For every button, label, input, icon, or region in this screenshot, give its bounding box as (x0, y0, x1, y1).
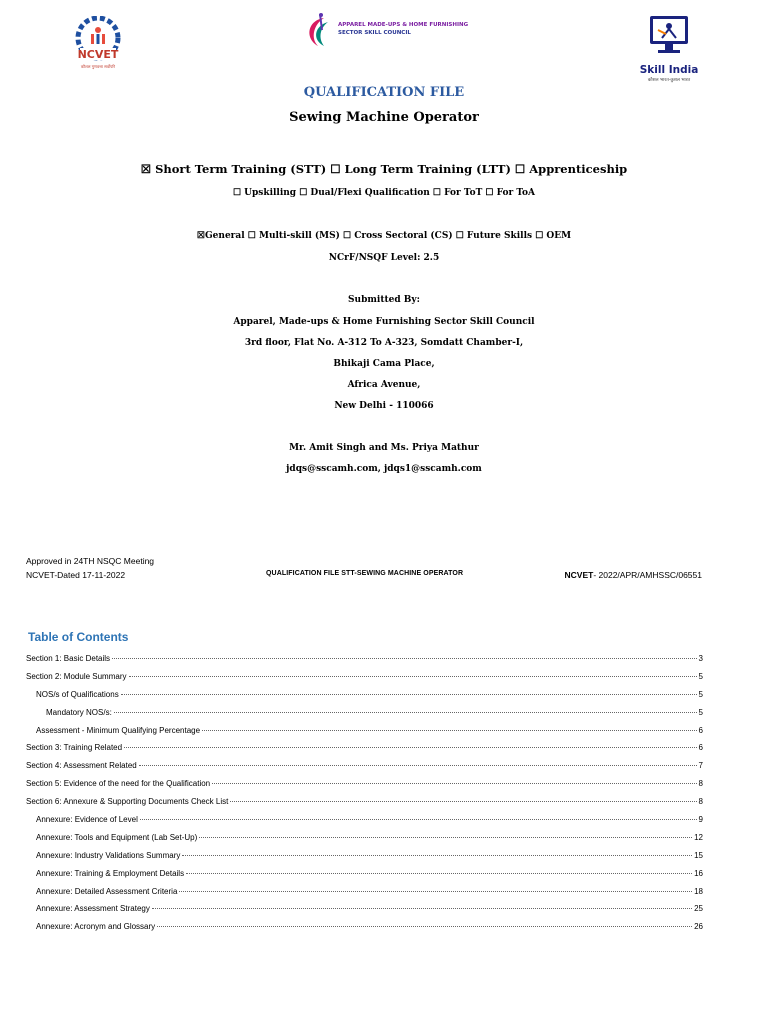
address-line-4: New Delhi - 110066 (334, 401, 434, 411)
toc-leader-dots (112, 658, 697, 659)
toc-entry-page[interactable]: 3 (698, 654, 703, 663)
toc-entry[interactable] (26, 797, 703, 815)
toc-leader-dots (121, 694, 697, 695)
qualification-name: Sewing Machine Operator (289, 110, 479, 125)
submitted-by-label: Submitted By: (348, 295, 420, 305)
toc-leader-dots (157, 926, 692, 927)
toc-leader-dots (202, 730, 696, 731)
toc-entry[interactable] (26, 743, 703, 761)
toc-entry[interactable] (26, 761, 703, 779)
address-line-2: Bhikaji Cama Place, (333, 359, 435, 369)
toc-entry-page[interactable]: 7 (698, 761, 703, 771)
amh-ssc-logo (302, 12, 469, 54)
footer-dated: NCVET-Dated 17-11-2022 (26, 570, 126, 580)
toc-leader-dots (139, 765, 697, 766)
ncvet-tagline: कौशल गुणवत्ता सर्वोपरि (80, 64, 116, 69)
toc-entry[interactable] (26, 654, 703, 672)
toc-entry-label[interactable]: Annexure: Acronym and Glossary (36, 922, 156, 932)
toc-entry-label[interactable]: Section 1: Basic Details (26, 654, 111, 663)
toc-leader-dots (114, 712, 697, 713)
toc-entry-label[interactable]: Section 5: Evidence of the need for the Qualification (26, 779, 211, 789)
toc-entry-page[interactable]: 25 (694, 904, 703, 914)
toc-leader-dots (124, 747, 696, 748)
amh-logo-line1: APPAREL MADE-UPS & HOME FURNISHING (338, 22, 469, 28)
toc-entry[interactable] (26, 726, 703, 744)
category-checkboxes: ☒General ☐ Multi-skill (MS) ☐ Cross Sectoral (CS) ☐ Future Skills ☐ OEM (196, 231, 572, 241)
ncvet-logo-text: NCVET (77, 48, 119, 61)
training-type-checkboxes: ☒ Short Term Training (STT) ☐ Long Term Training (LTT) ☐ Apprenticeship (140, 162, 628, 176)
toc-entry-label[interactable]: Assessment - Minimum Qualifying Percentage (36, 725, 201, 735)
table-of-contents (26, 654, 703, 940)
toc-leader-dots (212, 783, 696, 784)
skill-india-logo (638, 14, 700, 86)
toc-entry-label[interactable]: Annexure: Industry Validations Summary (36, 850, 181, 860)
toc-entry-page[interactable]: 5 (698, 671, 703, 681)
toc-entry[interactable] (26, 779, 703, 797)
toc-entry-label[interactable]: Section 3: Training Related (26, 743, 123, 753)
toc-entry-page[interactable]: 18 (694, 886, 703, 896)
footer-code-rest: - 2022/APR/AMHSSC/06551 (593, 570, 702, 580)
toc-leader-dots (186, 873, 692, 874)
toc-entry[interactable] (26, 672, 703, 690)
toc-entry[interactable] (26, 922, 703, 940)
contact-emails[interactable]: jdqs@sscamh.com, jdqs1@sscamh.com (286, 464, 482, 474)
ncvet-logo (70, 16, 126, 72)
toc-heading: Table of Contents (28, 630, 129, 644)
footer-code-prefix: NCVET (564, 570, 594, 580)
toc-entry-label[interactable]: Section 6: Annexure & Supporting Documents Check List (26, 797, 229, 807)
footer-code (565, 570, 702, 580)
document-footer (26, 556, 702, 586)
toc-entry[interactable] (26, 690, 703, 708)
toc-entry-page[interactable]: 15 (694, 850, 703, 860)
toc-leader-dots (152, 908, 692, 909)
toc-entry-page[interactable]: 16 (694, 868, 703, 878)
toc-entry[interactable] (26, 887, 703, 905)
toc-entry-page[interactable]: 12 (694, 832, 703, 842)
toc-entry-page[interactable]: 6 (698, 725, 703, 735)
toc-entry-page[interactable]: 6 (698, 743, 703, 753)
toc-entry-page[interactable]: 5 (698, 689, 703, 699)
address-line-3: Africa Avenue, (347, 380, 421, 390)
footer-doc-title: QUALIFICATION FILE STT-SEWING MACHINE OPERATOR (266, 570, 464, 577)
toc-leader-dots (230, 801, 696, 802)
qualification-file-title: QUALIFICATION FILE (303, 85, 465, 100)
toc-leader-dots (140, 819, 697, 820)
amh-logo-line2: SECTOR SKILL COUNCIL (338, 30, 411, 36)
toc-entry-label[interactable]: Annexure: Training & Employment Details (36, 868, 185, 878)
submitting-organisation: Apparel, Made-ups & Home Furnishing Sector Skill Council (233, 317, 535, 327)
toc-entry-label[interactable]: Mandatory NOS/s: (46, 707, 112, 717)
nsqf-level: NCrF/NSQF Level: 2.5 (328, 253, 440, 263)
toc-entry-page[interactable]: 9 (698, 815, 703, 825)
toc-entry-page[interactable]: 26 (694, 922, 703, 932)
toc-entry[interactable] (26, 815, 703, 833)
toc-entry-label[interactable]: Annexure: Detailed Assessment Criteria (36, 886, 178, 896)
toc-entry-label[interactable]: Annexure: Evidence of Level (36, 815, 138, 825)
toc-entry-page[interactable]: 5 (698, 707, 703, 717)
toc-entry-label[interactable]: Section 2: Module Summary (26, 671, 127, 681)
toc-entry-page[interactable]: 8 (698, 797, 703, 807)
toc-entry-label[interactable]: NOS/s of Qualifications (36, 689, 119, 699)
toc-leader-dots (182, 855, 692, 856)
skill-india-tagline: कौशल भारत-कुशल भारत (647, 78, 691, 83)
contact-persons: Mr. Amit Singh and Ms. Priya Mathur (289, 443, 479, 453)
toc-leader-dots (199, 837, 692, 838)
toc-entry[interactable] (26, 833, 703, 851)
toc-leader-dots (129, 676, 697, 677)
toc-entry[interactable] (26, 904, 703, 922)
toc-leader-dots (179, 891, 692, 892)
toc-entry-label[interactable]: Annexure: Assessment Strategy (36, 904, 150, 914)
address-line-1: 3rd floor, Flat No. A-312 To A-323, Somdatt Chamber-I, (244, 338, 524, 348)
training-options-checkboxes: ☐ Upskilling ☐ Dual/Flexi Qualification ☐ For ToT ☐ For ToA (232, 188, 536, 198)
skill-india-logo-text: Skill India (639, 64, 699, 76)
toc-entry[interactable] (26, 708, 703, 726)
toc-entry[interactable] (26, 851, 703, 869)
toc-entry-page[interactable]: 8 (698, 779, 703, 789)
footer-approved: Approved in 24TH NSQC Meeting (26, 556, 155, 566)
toc-entry-label[interactable]: Annexure: Tools and Equipment (Lab Set-Up) (36, 832, 198, 842)
toc-entry-label[interactable]: Section 4: Assessment Related (26, 761, 137, 771)
toc-entry[interactable] (26, 869, 703, 887)
